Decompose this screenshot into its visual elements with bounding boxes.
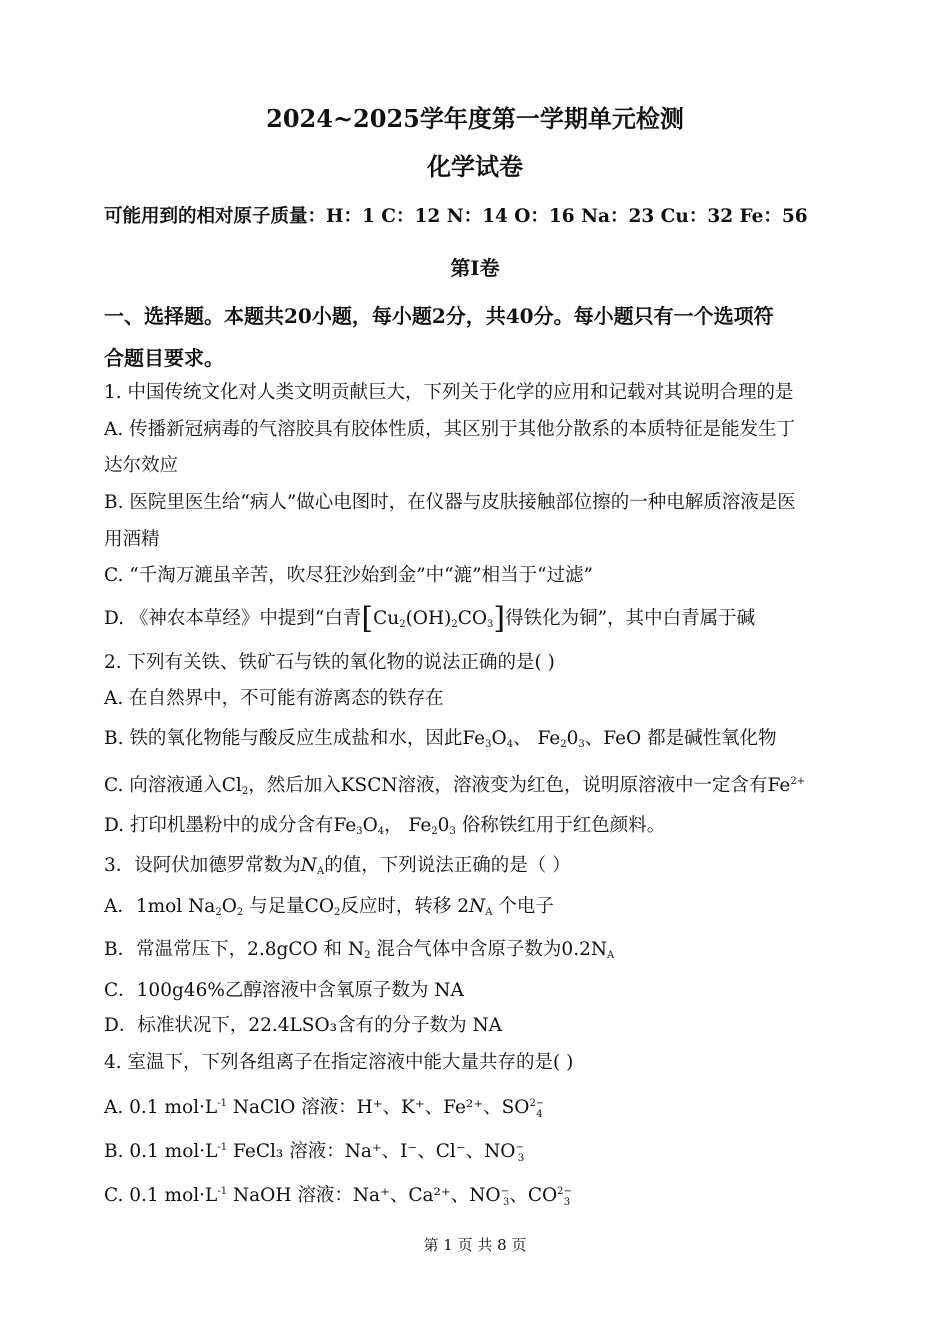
q3-option-b: B．常温常压下，2.8gCO 和 $N_2$ 混合气体中含原子数为$0.2N_A$ xyxy=(104,939,615,961)
volume-heading: 第Ⅰ卷 xyxy=(450,256,500,280)
q2-option-d: D. 打印机墨粉中的成分含有$Fe_3O_4$， $Fe_20_3$ 俗称铁红用于红色颜料。 xyxy=(104,815,666,837)
page-footer: 第 1 页 共 8 页 xyxy=(423,1236,527,1254)
section-heading-line1: 一、选择题。本题共20小题，每小题2分，共40分。每小题只有一个选项符 xyxy=(104,304,774,328)
q1-option-d: D. 《神农本草经》中提到“白青$[Cu_2(OH)_2CO_3]$得铁化为铜”，其中白青属于碱 xyxy=(104,601,756,636)
q1-stem: 1. 中国传统文化对人类文明贡献巨大，下列关于化学的应用和记载对其说明合理的是 xyxy=(104,382,794,403)
q2-option-c: C. 向溶液通入$Cl_2$，然后加入KSCN溶液，溶液变为红色，说明原溶液中一定含有$Fe^{2+}$ xyxy=(104,775,806,797)
q2-option-b: B. 铁的氧化物能与酸反应生成盐和水，因此$Fe_3O_4$、 $Fe_20_3$、FeO 都是碱性氧化物 xyxy=(104,728,777,750)
q1-option-b-line1: B. 医院里医生给“病人”做心电图时，在仪器与皮肤接触部位擦的一种电解质溶液是医 xyxy=(104,492,796,513)
exam-subject: 化学试卷 xyxy=(427,152,523,181)
q4-option-a: A. 0.1 $mol\cdot L^{-1}$ NaClO 溶液：H⁺、K⁺、Fe²⁺、SO2−4 xyxy=(104,1097,545,1120)
exam-title: 2024~2025学年度第一学期单元检测 xyxy=(266,104,684,133)
q1-option-a-line2: 达尔效应 xyxy=(104,455,179,476)
q4-option-b: B. 0.1 $mol\cdot L^{-1}$ FeCl₃ 溶液：Na⁺、I⁻、Cl⁻、NO−3 xyxy=(104,1141,525,1164)
q4-option-c: C. 0.1 $mol\cdot L^{-1}$ NaOH 溶液：Na⁺、Ca²⁺、NO−3、CO2−3 xyxy=(104,1185,572,1208)
q2-stem: 2. 下列有关铁、铁矿石与铁的氧化物的说法正确的是( ) xyxy=(104,652,555,673)
q3-option-c: C．100g46%乙醇溶液中含氧原子数为 NA xyxy=(104,980,464,1001)
section-heading-line2: 合题目要求。 xyxy=(104,346,224,370)
atomic-masses: 可能用到的相对原子质量：H：1 C：12 N：14 O：16 Na：23 Cu：32 Fe：56 xyxy=(104,206,808,227)
q3-stem: 3．设阿伏加德罗常数为$N_A$的值，下列说法正确的是（ ） xyxy=(104,855,571,877)
q3-option-a: A．1mol $Na_2O_2$ 与足量$CO_2$反应时，转移 $2N_A$ 个电子 xyxy=(104,896,554,918)
q2-option-a: A. 在自然界中，不可能有游离态的铁存在 xyxy=(104,688,444,709)
q3-option-d: D．标准状况下，22.4LSO₃含有的分子数为 NA xyxy=(104,1015,502,1036)
q4-stem: 4. 室温下，下列各组离子在指定溶液中能大量共存的是( ) xyxy=(104,1052,574,1073)
q1-option-c: C. “千淘万漉虽辛苦，吹尽狂沙始到金”中“漉”相当于“过滤” xyxy=(104,565,594,586)
q1-option-a-line1: A. 传播新冠病毒的气溶胶具有胶体性质，其区别于其他分散系的本质特征是能发生丁 xyxy=(104,419,796,440)
q1-option-b-line2: 用酒精 xyxy=(104,529,160,550)
